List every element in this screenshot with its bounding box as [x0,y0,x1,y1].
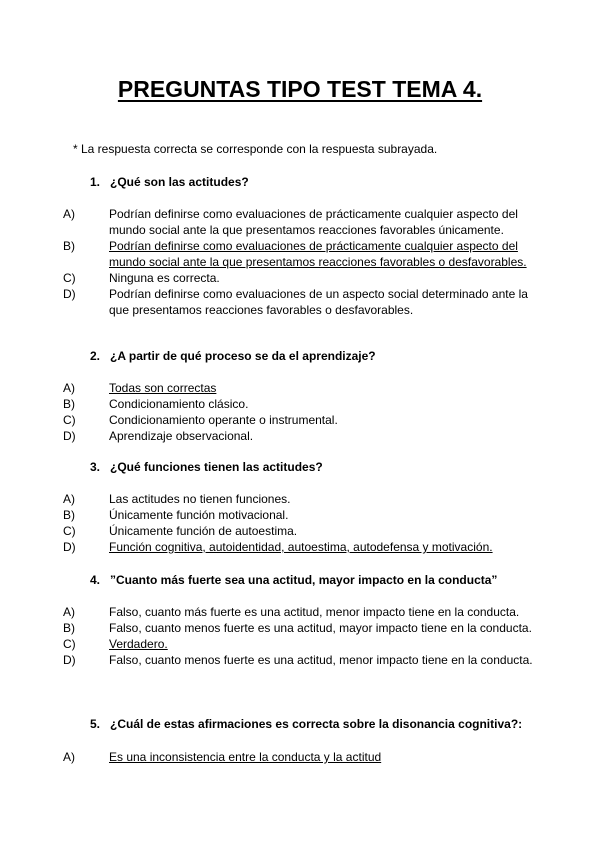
option-correct: C) Verdadero. [63,637,168,651]
question-5-options [63,749,533,765]
option: D) Podrían definirse como evaluaciones de un aspecto social determinado ante la que presentamos reacciones favorables o desfavorables. [63,287,528,317]
question-1-options [63,206,533,318]
question-2: 2. ¿A partir de qué proceso se da el aprendizaje? [90,349,376,363]
option: D) Aprendizaje observacional. [63,429,254,443]
option-correct: D) Función cognitiva, autoidentidad, autoestima, autodefensa y motivación. [63,540,493,554]
option: C) Ninguna es correcta. [63,271,220,285]
option-correct: A) Todas son correctas [63,381,217,395]
question-5: 5. ¿Cuál de estas afirmaciones es correcta sobre la disonancia cognitiva?: [90,717,523,731]
option: A) Falso, cuanto más fuerte es una actitud, menor impacto tiene en la conducta. [63,605,520,619]
question-3: 3. ¿Qué funciones tienen las actitudes? [90,460,323,474]
option: C) Únicamente función de autoestima. [63,524,298,538]
option: D) Falso, cuanto menos fuerte es una actitud, menor impacto tiene en la conducta. [63,653,533,667]
instructions-note: * La respuesta correcta se corresponde con la respuesta subrayada. [73,142,438,156]
option: B) Condicionamiento clásico. [63,397,249,411]
option: B) Únicamente función motivacional. [63,508,289,522]
question-4: 4. ”Cuanto más fuerte sea una actitud, mayor impacto en la conducta” [90,573,498,587]
question-3-options [63,491,533,555]
option-correct: B) Podrían definirse como evaluaciones de prácticamente cualquier aspecto del mundo social ante la que presentamos reacciones favorables o desfavorables. [63,239,527,269]
question-1: 1. ¿Qué son las actitudes? [90,175,249,189]
option: C) Condicionamiento operante o instrumental. [63,413,338,427]
page-title: PREGUNTAS TIPO TEST TEMA 4. [117,76,483,102]
question-2-options [63,380,533,444]
option: A) Podrían definirse como evaluaciones de prácticamente cualquier aspecto del mundo social ante la que presentamos reacciones favorables únicamente. [63,207,518,237]
option: A) Las actitudes no tienen funciones. [63,492,291,506]
option: B) Falso, cuanto menos fuerte es una actitud, mayor impacto tiene en la conducta. [63,621,532,635]
option-correct: A) Es una inconsistencia entre la conducta y la actitud [63,750,382,764]
question-4-options [63,604,533,668]
